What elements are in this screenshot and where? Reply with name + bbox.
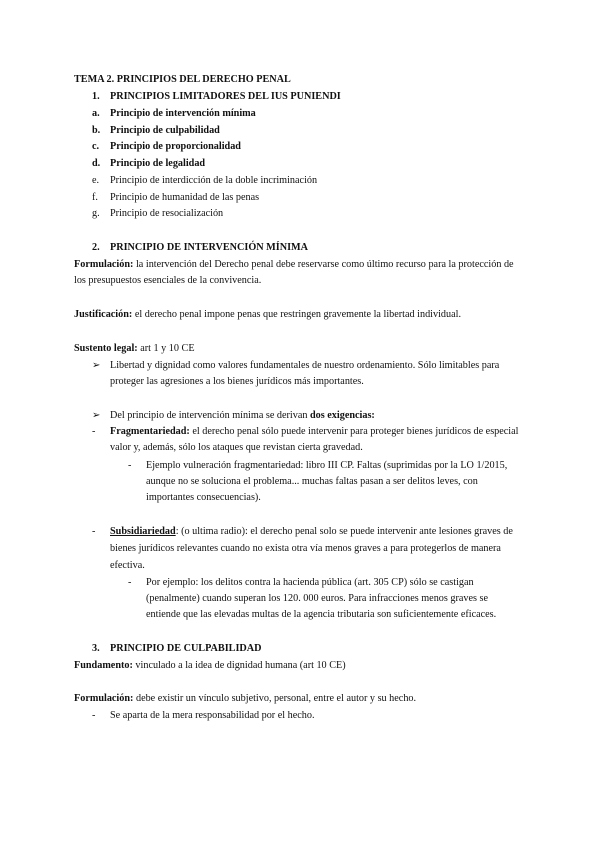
list-item: Principio de resocialización (110, 208, 224, 219)
dash-bullet: - (128, 577, 132, 588)
list-item: Principio de intervención mínima (110, 108, 256, 119)
arrow-item-text: Libertad y dignidad como valores fundamentales de nuestro ordenamiento. Sólo limitables para (110, 360, 500, 371)
list-item: Principio de interdicción de la doble incriminación (110, 175, 318, 186)
sustento-label: Sustento legal: (74, 343, 138, 354)
section-3-heading: PRINCIPIO DE CULPABILIDAD (110, 643, 262, 654)
fundamento-label: Fundamento: (74, 660, 133, 671)
fragmentariedad-text: el derecho penal sólo puede intervenir para proteger bienes jurídicos de especial (189, 426, 519, 437)
justificacion-label: Justificación: (74, 309, 133, 320)
subsidiariedad-example: Por ejemplo: los delitos contra la hacienda pública (art. 305 CP) sólo se castigan (146, 577, 474, 588)
list-item-label: b. (92, 125, 101, 136)
arrow-item-text (110, 409, 375, 422)
formulacion-text: la intervención del Derecho penal debe reservarse como último recurso para la protección de (133, 259, 514, 270)
list-item-label: f. (92, 192, 98, 203)
fragmentariedad-example: Ejemplo vulneración fragmentariedad: libro III CP. Faltas (suprimidas por la LO 1/2015, (146, 460, 508, 471)
list-item: Principio de legalidad (110, 158, 206, 169)
formulacion-paragraph-culpabilidad (74, 692, 416, 705)
arrow-bullet-icon: ➢ (92, 410, 101, 421)
dash-bullet: - (92, 526, 96, 537)
fragmentariedad-text-line-2: valor y, además, sólo los ataques que revistan cierta gravedad. (110, 442, 363, 453)
exigencias-bold: dos exigencias: (310, 410, 375, 421)
exigencias-intro: Del principio de intervención mínima se derivan (110, 410, 311, 421)
subsidiariedad-text-line-2: bienes jurídicos relevantes cuando no exista otra vía menos graves a para protegerlos de manera (110, 543, 501, 554)
list-item-label: a. (92, 108, 100, 119)
list-item: Principio de culpabilidad (110, 125, 220, 136)
subsidiariedad-text: : (o ultima radio): el derecho penal solo se puede intervenir ante lesiones graves de (175, 526, 513, 537)
list-item-label: d. (92, 158, 101, 169)
subsidiariedad-label: Subsidiariedad (110, 526, 176, 537)
list-item-label: c. (92, 141, 100, 152)
subsidiariedad-paragraph (110, 525, 513, 538)
justificacion-text: el derecho penal impone penas que restringen gravemente la libertad individual. (132, 309, 462, 320)
sustento-paragraph (74, 342, 195, 355)
formulacion-label: Formulación: (74, 693, 134, 704)
formulacion-text: debe existir un vínculo subjetivo, personal, entre el autor y su hecho. (133, 693, 417, 704)
fragmentariedad-label: Fragmentariedad: (110, 426, 190, 437)
dash-bullet: - (92, 710, 96, 721)
subsidiariedad-example-line-2: (penalmente) cuando superan los 120. 000 euros. Para infracciones menos graves se (146, 593, 489, 604)
list-item: Principio de proporcionalidad (110, 141, 241, 152)
sustento-text: art 1 y 10 CE (137, 343, 195, 354)
fragmentariedad-paragraph (110, 425, 519, 438)
justificacion-paragraph (74, 308, 461, 321)
dash-bullet: - (128, 460, 132, 471)
formulacion-paragraph (74, 258, 514, 271)
subsidiariedad-example-line-3: entiende que las elevadas multas de la agencia tributaria son suficientemente eficaces. (146, 609, 497, 620)
section-1-heading: PRINCIPIOS LIMITADORES DEL IUS PUNIENDI (110, 91, 341, 102)
formulacion-label: Formulación: (74, 259, 134, 270)
list-item: Principio de humanidad de las penas (110, 192, 260, 203)
formulacion-text-line-2: los presupuestos esenciales de la convivencia. (74, 275, 262, 286)
responsabilidad-item: Se aparta de la mera responsabilidad por el hecho. (110, 710, 315, 721)
fundamento-text: vinculado a la idea de dignidad humana (art 10 CE) (132, 660, 346, 671)
arrow-item-text-line-2: proteger las agresiones a los bienes jurídicos más importantes. (110, 376, 364, 387)
fragmentariedad-example-line-2: aunque no se soluciona el problema... muchas faltas pasan a ser delitos leves, con (146, 476, 478, 487)
section-1-number: 1. (92, 91, 100, 102)
list-item-label: g. (92, 208, 100, 219)
document-title: TEMA 2. PRINCIPIOS DEL DERECHO PENAL (74, 74, 291, 85)
arrow-bullet-icon: ➢ (92, 360, 101, 371)
fundamento-paragraph (74, 659, 346, 672)
dash-bullet: - (92, 426, 96, 437)
section-2-number: 2. (92, 242, 100, 253)
section-3-number: 3. (92, 643, 100, 654)
list-item-label: e. (92, 175, 100, 186)
fragmentariedad-example-line-3: importantes consecuencias). (146, 492, 261, 503)
section-2-heading: PRINCIPIO DE INTERVENCIÓN MÍNIMA (110, 242, 309, 253)
subsidiariedad-text-line-3: efectiva. (110, 560, 145, 571)
